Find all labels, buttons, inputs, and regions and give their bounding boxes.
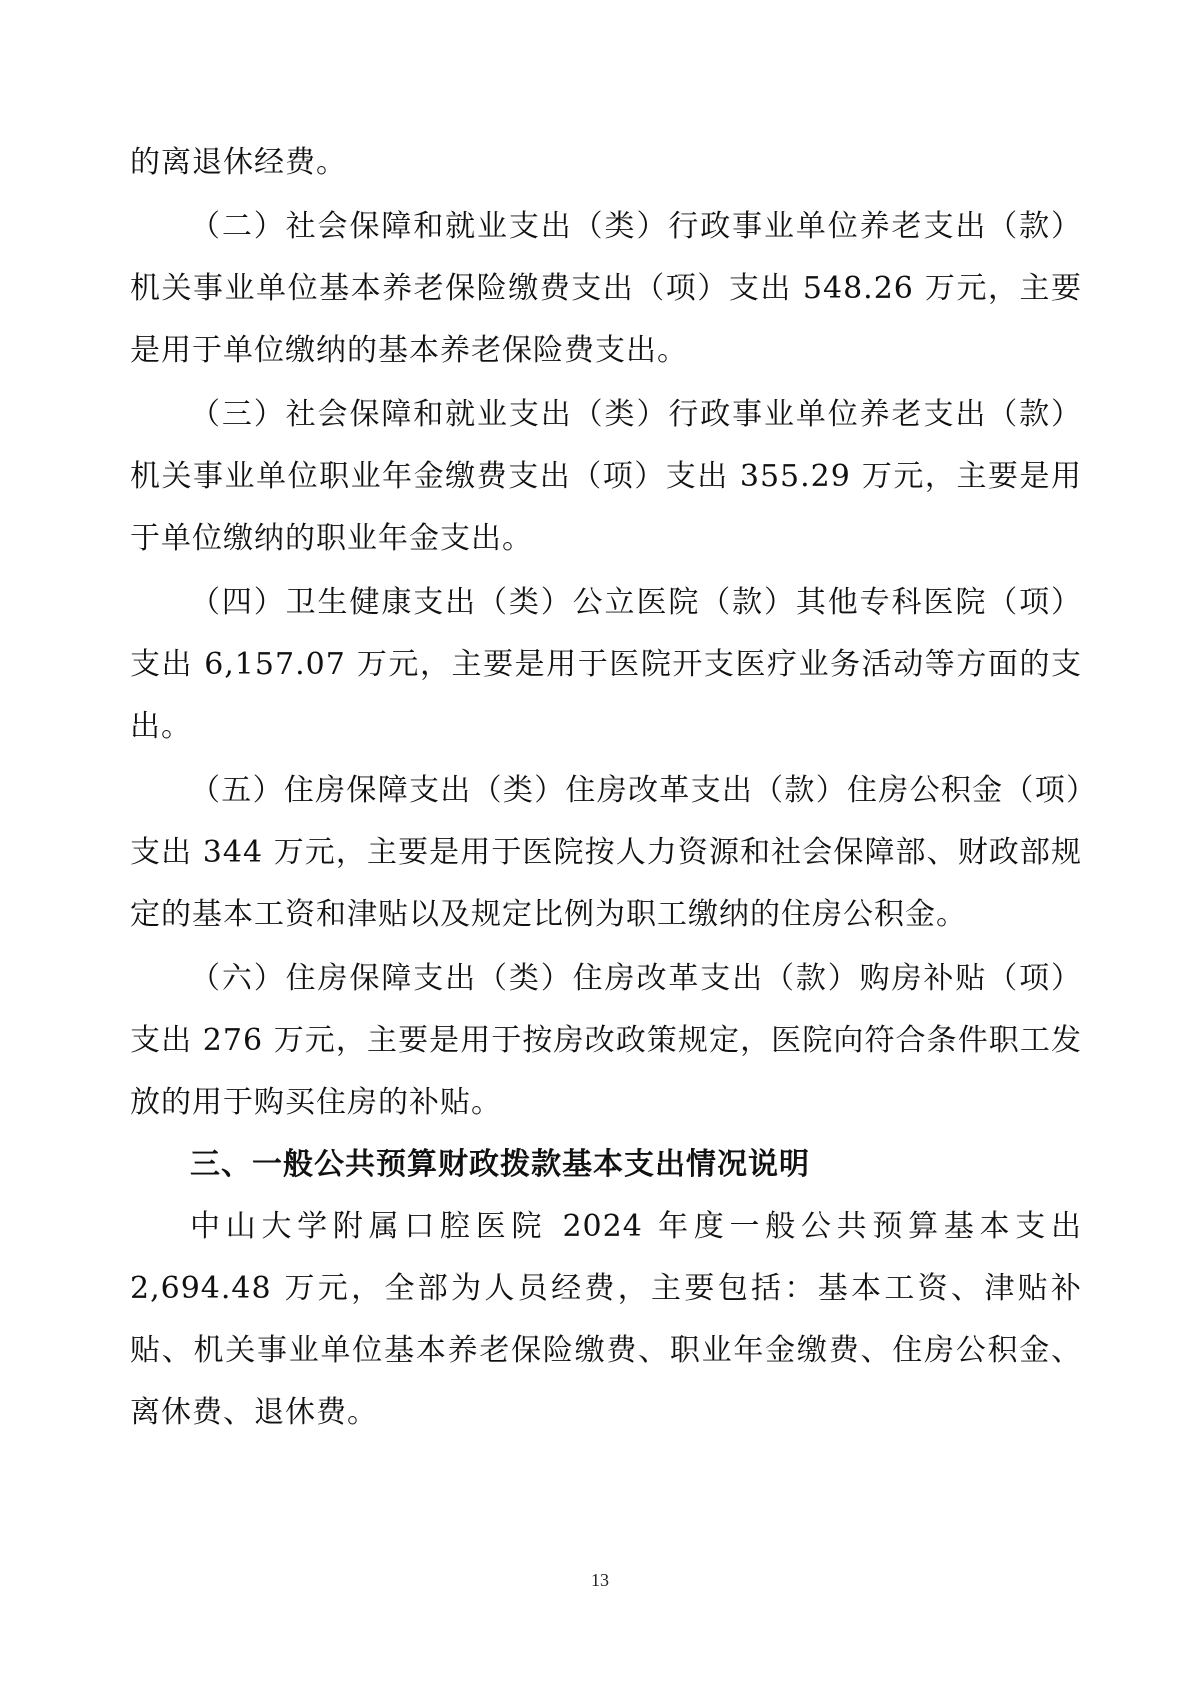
- paragraph-item-5: （五）住房保障支出（类）住房改革支出（款）住房公积金（项）支出 344 万元，主要是用于医院按人力资源和社会保障部、财政部规定的基本工资和津贴以及规定比例为职工缴纳的住房公积金。: [130, 773, 1082, 932]
- paragraph-item-3: （三）社会保障和就业支出（类）行政事业单位养老支出（款）机关事业单位职业年金缴费支出（项）支出 355.29 万元，主要是用于单位缴纳的职业年金支出。: [130, 397, 1082, 556]
- paragraph-item-2: （二）社会保障和就业支出（类）行政事业单位养老支出（款）机关事业单位基本养老保险缴费支出（项）支出 548.26 万元，主要是用于单位缴纳的基本养老保险费支出。: [130, 209, 1082, 368]
- paragraph-continuation: 的离退休经费。: [130, 145, 347, 180]
- page-content: [130, 132, 1082, 1444]
- section-heading: 三、一般公共预算财政拨款基本支出情况说明: [190, 1147, 810, 1182]
- paragraph-item-6: （六）住房保障支出（类）住房改革支出（款）购房补贴（项）支出 276 万元，主要是用于按房改政策规定，医院向符合条件职工发放的用于购买住房的补贴。: [130, 961, 1082, 1120]
- page-number: 13: [591, 1570, 609, 1590]
- summary-paragraph: 中山大学附属口腔医院 2024 年度一般公共预算基本支出 2,694.48 万元，全部为人员经费，主要包括：基本工资、津贴补贴、机关事业单位基本养老保险缴费、职业年金缴费、住房公积金、离休费、退休费。: [130, 1209, 1082, 1430]
- paragraph-item-4: （四）卫生健康支出（类）公立医院（款）其他专科医院（项）支出 6,157.07 万元，主要是用于医院开支医疗业务活动等方面的支出。: [130, 585, 1082, 744]
